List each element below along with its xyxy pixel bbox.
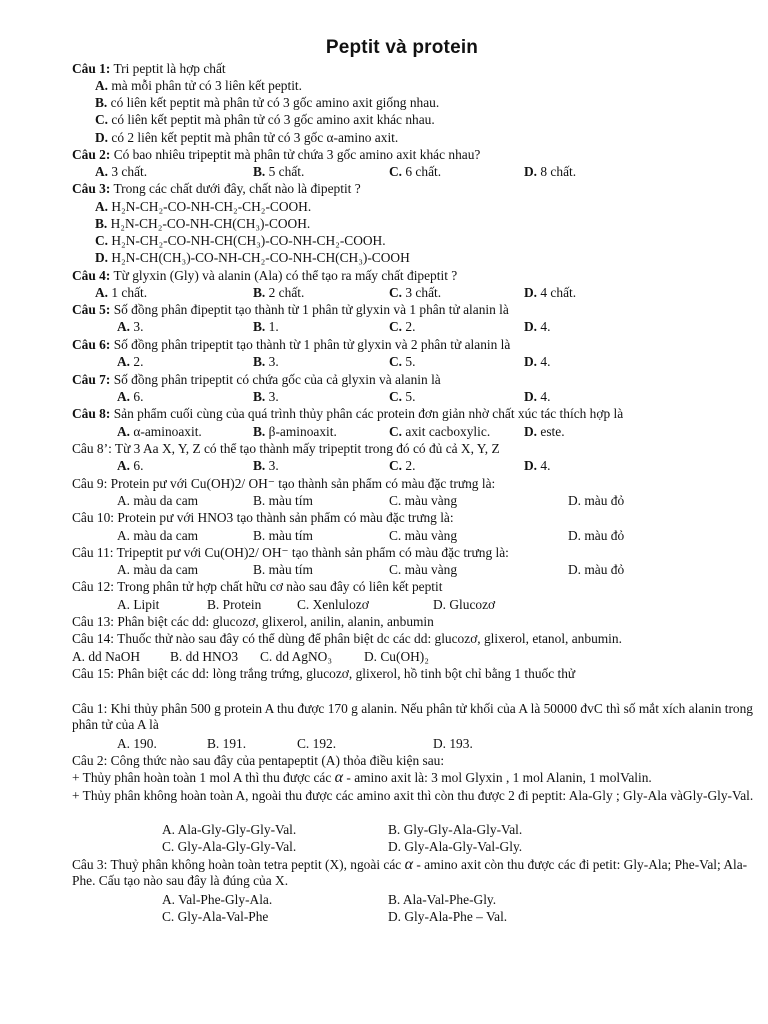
question-text: Số đồng phân tripeptit tạo thành từ 1 phân tử glyxin và 2 phân tử alanin là bbox=[113, 337, 511, 352]
question-9: Câu 9: Protein pư với Cu(OH)2/ OH⁻ tạo thành sản phẩm có màu đặc trưng là: bbox=[72, 476, 496, 491]
question-label: Câu 6: bbox=[72, 337, 111, 352]
option-text: este. bbox=[540, 424, 565, 439]
question-label: Câu 2: bbox=[72, 147, 111, 162]
option-letter: A. bbox=[117, 389, 131, 404]
question-text: Số đồng phân tripeptit có chứa gốc của cả glyxin và alanin là bbox=[113, 372, 441, 387]
option: C. màu vàng bbox=[389, 493, 458, 508]
alpha-symbol: α bbox=[404, 856, 413, 873]
question-text: Sản phẩm cuối cùng của quá trình thủy phân các protein đơn giản nhờ chất xúc tác thích hợp là bbox=[113, 406, 624, 421]
option-letter: B. bbox=[253, 285, 266, 300]
option bbox=[253, 319, 279, 335]
option: D. Gly-Ala-Gly-Val-Gly. bbox=[388, 839, 523, 854]
option-text: H₂N-CH₂-CO-NH-CH(CH₃)-CO-NH-CH₂-COOH. bbox=[111, 233, 386, 248]
question-2 bbox=[72, 147, 480, 163]
question-8 bbox=[72, 406, 623, 422]
option bbox=[253, 458, 279, 474]
option-letter: C. bbox=[389, 319, 403, 334]
option-text: 3. bbox=[133, 319, 144, 334]
question-15: Câu 15: Phân biệt các dd: lòng trắng trứng, glucozơ, glixerol, hồ tinh bột chỉ bằng 1 thuốc thử bbox=[72, 666, 576, 681]
option-text: 1. bbox=[268, 319, 279, 334]
option: C. màu vàng bbox=[389, 528, 458, 543]
option: D. 193. bbox=[433, 736, 473, 751]
option-text: 1 chất. bbox=[111, 285, 148, 300]
option: D. màu đỏ bbox=[568, 562, 625, 577]
option-letter: A. bbox=[117, 319, 131, 334]
option-letter: D. bbox=[95, 130, 109, 145]
option bbox=[524, 319, 550, 335]
option bbox=[389, 164, 441, 180]
option-letter: D. bbox=[524, 389, 538, 404]
option-text: có liên kết peptit mà phân tử có 3 gốc amino axit giống nhau. bbox=[110, 95, 440, 110]
option-text: 2. bbox=[405, 319, 416, 334]
question-12: Câu 12: Trong phân tử hợp chất hữu cơ nào sau đây có liên kết peptit bbox=[72, 579, 443, 594]
option bbox=[524, 458, 550, 474]
option-text: 5. bbox=[405, 389, 416, 404]
option-letter: D. bbox=[524, 424, 538, 439]
option bbox=[389, 354, 415, 370]
question-text: Tri peptit là hợp chất bbox=[113, 61, 226, 76]
option bbox=[389, 319, 415, 335]
option bbox=[253, 389, 279, 405]
option-letter: D. bbox=[95, 250, 109, 265]
option-letter: B. bbox=[253, 354, 266, 369]
question-label: Câu 7: bbox=[72, 372, 111, 387]
option bbox=[253, 424, 337, 440]
option-text: 4. bbox=[540, 389, 551, 404]
option-letter: D. bbox=[524, 319, 538, 334]
option: B. Protein bbox=[207, 597, 262, 612]
question-7 bbox=[72, 372, 441, 388]
option bbox=[95, 250, 410, 266]
question-8b: Câu 8’: Từ 3 Aa X, Y, Z có thể tạo thành mấy tripeptit trong đó có đủ cả X, Y, Z bbox=[72, 441, 500, 456]
option: D. màu đỏ bbox=[568, 528, 625, 543]
option: C. Gly-Ala-Gly-Gly-Val. bbox=[162, 839, 297, 854]
question-label: Câu 3: bbox=[72, 181, 111, 196]
option bbox=[524, 424, 565, 440]
option-letter: A. bbox=[95, 164, 109, 179]
option bbox=[524, 285, 576, 301]
option-letter: D. bbox=[524, 458, 538, 473]
option: A. màu da cam bbox=[117, 562, 199, 577]
option: D. Glucozơ bbox=[433, 597, 496, 612]
option-text: 3. bbox=[268, 354, 279, 369]
option-text: có liên kết peptit mà phân tử có 3 gốc amino axit khác nhau. bbox=[111, 112, 435, 127]
option-letter: D. bbox=[524, 164, 538, 179]
option-text: 3. bbox=[268, 458, 279, 473]
option: B. màu tím bbox=[253, 493, 313, 508]
option bbox=[117, 389, 143, 405]
option-text: 5. bbox=[405, 354, 416, 369]
option: B. màu tím bbox=[253, 562, 313, 577]
option-letter: B. bbox=[95, 216, 108, 231]
option: D. Cu(OH)₂ bbox=[364, 649, 429, 664]
option-letter: B. bbox=[253, 458, 266, 473]
option-text: H₂N-CH₂-CO-NH-CH(CH₃)-COOH. bbox=[110, 216, 311, 231]
condition-text: - amino axit là: 3 mol Glyxin , 1 mol Alanin, 1 molValin. bbox=[343, 770, 652, 785]
exercise-2: Câu 2: Công thức nào sau đây của pentapeptit (A) thỏa điều kiện sau: bbox=[72, 753, 445, 768]
option-letter: A. bbox=[95, 199, 109, 214]
option: C. màu vàng bbox=[389, 562, 458, 577]
option bbox=[95, 164, 147, 180]
option-text: β-aminoaxit. bbox=[268, 424, 337, 439]
question-14: Câu 14: Thuốc thử nào sau đây có thể dùng để phân biệt dc các dd: glucozơ, glixerol, etanol, anbumin. bbox=[72, 631, 622, 646]
option-text: 3 chất. bbox=[111, 164, 148, 179]
option: D. Gly-Ala-Phe – Val. bbox=[388, 909, 508, 924]
option-text: 3 chất. bbox=[405, 285, 442, 300]
question-text: Số đồng phân đipeptit tạo thành từ 1 phân tử glyxin và 1 phân tử alanin là bbox=[113, 302, 509, 317]
option-text: 4. bbox=[540, 458, 551, 473]
option-text: H₂N-CH(CH₃)-CO-NH-CH₂-CO-NH-CH(CH₃)-COOH bbox=[111, 250, 410, 265]
option-letter: B. bbox=[253, 389, 266, 404]
option bbox=[253, 285, 304, 301]
option bbox=[117, 458, 143, 474]
option bbox=[95, 112, 435, 128]
option-text: 6 chất. bbox=[405, 164, 442, 179]
option: C. 192. bbox=[297, 736, 337, 751]
exercise-3 bbox=[72, 857, 758, 889]
option-letter: B. bbox=[253, 319, 266, 334]
option: A. màu da cam bbox=[117, 493, 199, 508]
option: B. 191. bbox=[207, 736, 247, 751]
option-letter: C. bbox=[389, 458, 403, 473]
option bbox=[95, 233, 386, 249]
question-text: Có bao nhiêu tripeptit mà phân tử chứa 3 gốc amino axit khác nhau? bbox=[113, 147, 481, 162]
option-letter: D. bbox=[524, 354, 538, 369]
question-3 bbox=[72, 181, 361, 197]
option-text: 4. bbox=[540, 319, 551, 334]
exercise-2-condition-2: + Thủy phân không hoàn toàn A, ngoài thu được các amino axit thì còn thu được 2 đi peptit: Ala-Gly ; Gly-Ala vàGly-Gly-Val. bbox=[72, 788, 754, 803]
condition-text: + Thủy phân hoàn toàn 1 mol A thì thu được các bbox=[72, 770, 335, 785]
option-text: có 2 liên kết peptit mà phân tử có 3 gốc α-amino axit. bbox=[111, 130, 399, 145]
option-letter: A. bbox=[117, 424, 131, 439]
option bbox=[117, 424, 202, 440]
option-text: 4 chất. bbox=[540, 285, 577, 300]
option: C. Gly-Ala-Val-Phe bbox=[162, 909, 269, 924]
question-5 bbox=[72, 302, 509, 318]
option-letter: C. bbox=[389, 424, 403, 439]
option: B. màu tím bbox=[253, 528, 313, 543]
option-text: 2 chất. bbox=[268, 285, 305, 300]
option: B. Gly-Gly-Ala-Gly-Val. bbox=[388, 822, 523, 837]
option-text: 3. bbox=[268, 389, 279, 404]
option-letter: A. bbox=[95, 285, 109, 300]
option-text: H₂N-CH₂-CO-NH-CH₂-CH₂-COOH. bbox=[111, 199, 312, 214]
option-letter: C. bbox=[389, 389, 403, 404]
question-text: Từ glyxin (Gly) và alanin (Ala) có thể tạo ra mấy chất đipeptit ? bbox=[113, 268, 458, 283]
exercise-2-condition-1 bbox=[72, 770, 652, 786]
question-label: Câu 8: bbox=[72, 406, 111, 421]
option bbox=[389, 424, 490, 440]
exercise-1: Câu 1: Khi thủy phân 500 g protein A thu được 170 g alanin. Nếu phân tử khối của A là 50000 đvC thì số mắt xích alanin trong phân tử của A là bbox=[72, 701, 753, 732]
page-title: Peptit và protein bbox=[325, 37, 479, 58]
option: A. 190. bbox=[117, 736, 157, 751]
option bbox=[95, 78, 302, 94]
option-text: 5 chất. bbox=[268, 164, 305, 179]
alpha-symbol: α bbox=[334, 769, 344, 786]
question-text: - amino axit còn thu được các đi petit: Gly-Ala; Phe-Val; Ala-Phe. Cấu tạo nào sau đây là đúng của X. bbox=[72, 857, 748, 888]
option-text: 8 chất. bbox=[540, 164, 577, 179]
option-text: mà mỗi phân tử có 3 liên kết peptit. bbox=[111, 78, 302, 93]
option: A. Val-Phe-Gly-Ala. bbox=[162, 892, 273, 907]
option: B. Ala-Val-Phe-Gly. bbox=[388, 892, 497, 907]
option bbox=[95, 130, 398, 146]
option: C. dd AgNO₃ bbox=[260, 649, 333, 664]
option: A. màu da cam bbox=[117, 528, 199, 543]
option-text: 6. bbox=[133, 389, 144, 404]
option bbox=[95, 95, 439, 111]
option bbox=[389, 458, 415, 474]
option bbox=[524, 354, 550, 370]
question-13: Câu 13: Phân biệt các dd: glucozơ, glixerol, anilin, alanin, anbumin bbox=[72, 614, 434, 629]
option-letter: D. bbox=[524, 285, 538, 300]
option bbox=[253, 354, 279, 370]
question-4 bbox=[72, 268, 457, 284]
option bbox=[95, 216, 310, 232]
option-text: 6. bbox=[133, 458, 144, 473]
option bbox=[95, 199, 311, 215]
option-letter: A. bbox=[117, 354, 131, 369]
option: A. Lipit bbox=[117, 597, 160, 612]
option: A. Ala-Gly-Gly-Gly-Val. bbox=[162, 822, 297, 837]
option-text: 2. bbox=[133, 354, 144, 369]
question-11: Câu 11: Tripeptit pư với Cu(OH)2/ OH⁻ tạo thành sản phẩm có màu đặc trưng là: bbox=[72, 545, 509, 560]
option-letter: C. bbox=[389, 354, 403, 369]
option-letter: B. bbox=[253, 424, 266, 439]
option bbox=[117, 354, 143, 370]
option: D. màu đỏ bbox=[568, 493, 625, 508]
option-letter: A. bbox=[117, 458, 131, 473]
question-6 bbox=[72, 337, 510, 353]
question-label: Câu 1: bbox=[72, 61, 111, 76]
option-letter: C. bbox=[95, 233, 109, 248]
option-letter: C. bbox=[389, 164, 403, 179]
option: B. dd HNO3 bbox=[170, 649, 239, 664]
option-letter: B. bbox=[95, 95, 108, 110]
option-letter: A. bbox=[95, 78, 109, 93]
question-10: Câu 10: Protein pư với HNO3 tạo thành sản phẩm có màu đặc trưng là: bbox=[72, 510, 454, 525]
question-1 bbox=[72, 61, 226, 77]
option bbox=[117, 319, 143, 335]
question-text: Câu 3: Thuỷ phân không hoàn toàn tetra peptit (X), ngoài các bbox=[72, 857, 405, 872]
option bbox=[95, 285, 147, 301]
option bbox=[524, 164, 576, 180]
option-letter: C. bbox=[95, 112, 109, 127]
option: C. Xenlulozơ bbox=[297, 597, 369, 612]
option-text: 2. bbox=[405, 458, 416, 473]
option bbox=[524, 389, 550, 405]
option-text: 4. bbox=[540, 354, 551, 369]
option-letter: C. bbox=[389, 285, 403, 300]
question-text: Trong các chất dưới đây, chất nào là đipeptit ? bbox=[113, 181, 361, 196]
option-text: α-aminoaxit. bbox=[133, 424, 202, 439]
option bbox=[389, 389, 415, 405]
question-label: Câu 4: bbox=[72, 268, 111, 283]
option bbox=[253, 164, 304, 180]
option bbox=[389, 285, 441, 301]
option: A. dd NaOH bbox=[72, 649, 141, 664]
option-letter: B. bbox=[253, 164, 266, 179]
question-label: Câu 5: bbox=[72, 302, 111, 317]
option-text: axit cacboxylic. bbox=[405, 424, 491, 439]
